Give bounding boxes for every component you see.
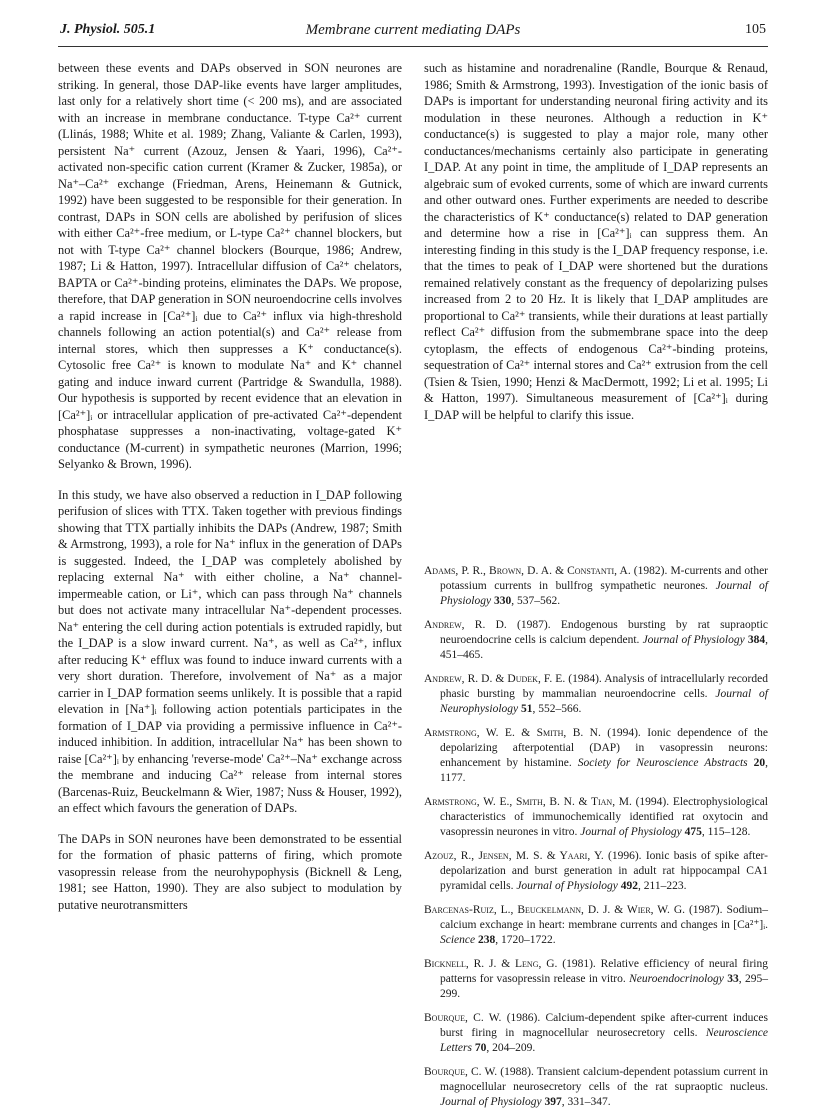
reference-journal: Journal of Physiology [642,634,745,646]
reference-pages: , 552–566. [532,703,582,715]
reference-authors: Armstrong, W. E., Smith, B. N. & Tian, M. (1994). [424,796,670,808]
reference-authors: Bourque, C. W. (1986). [424,1012,541,1024]
reference-title: Transient calcium-dependent potassium current in magnocellular neurosecretory cells of the rat supraoptic nucleus. [440,1066,768,1093]
reference-title: Ionic basis of spike after-depolarization and burst generation in adult rat hippocampal CA1 pyramidal cells. [440,850,768,892]
paragraph: In this study, we have also observed a reduction in I_DAP following perifusion of slices with TTX. Taken together with previous findings showing that TTX partially inhibits the DAPs (Andrew, 1987; Smith & Armstrong, 1993), a role for Na⁺ influx in the generation of DAPs is suggested. Indeed, the I_DAP was completely abolished by replacing external Na⁺ with either choline, a Na⁺ channel-impermeable cation, or Li⁺, which can pass through Na⁺ channels but does not activate many intracellular Na⁺-dependent processes. Na⁺ entering the cell during action potentials is extruded rapidly, but the I_DAP is a slow inward current. Na⁺, as well as Ca²⁺, influx after reducing K⁺ efflux was found to induce inward currents with a very short duration. Therefore, involvement of Na⁺ as a major carrier in I_DAP formation seems unlikely. It is possible that a rapid elevation in [Na⁺]ᵢ following action potentials participates in the formation of I_DAP via providing a permissive influence in Ca²⁺-induced inhibition. In addition, intracellular Na⁺ has been shown to raise [Ca²⁺]ᵢ by enhancing 'reverse-mode' Ca²⁺–Na⁺ exchange across the membrane and inducing Ca²⁺ release from internal stores (Barcenas-Ruiz, Beuckelmann & Wier, 1987; Nuss & Houser, 1992), an effect which favours the generation of DAPs. [58,487,402,815]
reference-item [424,849,768,894]
paragraph: between these events and DAPs observed in SON neurones are striking. In general, those DAP-like events have larger amplitudes, last only for a relatively short time (< 200 ms), and are associated with an increase in membrane conductance. T-type Ca²⁺ current (Llinás, 1988; White et al. 1989; Zhang, Valiante & Carlen, 1993), persistent Na⁺ current (Azouz, Jensen & Yaari, 1996), Ca²⁺-activated non-specific cation current (Kramer & Zucker, 1985a), or Na⁺–Ca²⁺ exchange (Friedman, Arens, Heinemann & Gutnick, 1992) have been suggested to be responsible for their generation. In contrast, DAPs in SON cells are abolished by perifusion of slices with either Ca²⁺-free medium, or L-type Ca²⁺ channel blockers, but not with T-type Ca²⁺ channel blockers (Bourque, 1986; Andrew, 1987; Li & Hatton, 1997). Intracellular diffusion of Ca²⁺ chelators, BAPTA or Ca²⁺-binding proteins, eliminates the DAPs. We propose, therefore, that DAP generation in SON neuroendocrine cells involves a rapid increase in [Ca²⁺]ᵢ due to Ca²⁺ influx via high-threshold channels following an action potential(s) and Ca²⁺ release from internal stores, which then suppresses a K⁺ conductance(s). Cytosolic free Ca²⁺ is known to modulate Na⁺ and K⁺ channel gating and induce inward current (Partridge & Swandulla, 1988). Our hypothesis is supported by recent evidence that an elevation in [Ca²⁺]ᵢ or intracellular application of pre-activated Ca²⁺-dependent phosphatase suppresses a non-inactivating, voltage-gated K⁺ conductance (M-current) in sympathetic neurones (Marrion, 1996; Selyanko & Brown, 1996). [58,61,402,471]
left-column [58,60,402,913]
reference-item [424,795,768,840]
reference-title: Relative efficiency of neural firing patterns for vasopressin release in vitro. [440,958,768,985]
reference-item [424,726,768,786]
reference-pages: , 1177. [440,757,768,784]
reference-title: Electrophysiological characteristics of immunochemically identified rat oxytocin and vasopressin neurones in vitro. [440,796,768,838]
reference-pages: , 204–209. [486,1042,536,1054]
reference-volume: 475 [684,826,702,838]
paragraph: The DAPs in SON neurones have been demonstrated to be essential for the formation of phasic patterns of firing, which promote vasopressin release from the neurohypophysis (Bicknell & Leng, 1981; see Hatton, 1990). They are also subject to modulation by putative neurotransmitters [58,831,402,912]
reference-volume: 384 [747,634,766,646]
reference-journal: Journal of Physiology [516,880,618,892]
reference-volume: 51 [521,703,533,715]
reference-journal: Journal of Neurophysiology [440,688,768,715]
running-header [58,22,768,47]
reference-pages: , 115–128. [701,826,751,838]
reference-journal: Science [440,934,476,946]
reference-title: M-currents and other potassium currents in bullfrog sympathetic neurones. [440,565,768,592]
paragraph: such as histamine and noradrenaline (Randle, Bourque & Renaud, 1986; Smith & Armstrong, 1993). Investigation of the ionic basis of DAPs is important for understanding neuronal firing activity and its modulation in these neurones. Although a reduction in K⁺ conductance(s) is suggested to play a major role, many other conductances/mechanisms certainly also participate in generating I_DAP. At any point in time, the amplitude of I_DAP represents an algebraic sum of evoked currents, some of which are inward currents and other outward ones. Further experiments are needed to describe the characteristics of K⁺ conductance(s) related to DAP generation and determine how a rise in [Ca²⁺]ᵢ can suppress them. An interesting finding in this study is the I_DAP frequency response, i.e. that the times to peak of I_DAP were shortened but the durations remained relatively constant as the frequency of depolarizing pulses increased from 2 to 20 Hz. It is likely that I_DAP amplitudes are proportional to Ca²⁺ transients, while their durations at least partially reflect Ca²⁺ diffusion from the submembrane space into the deep cytoplasm, the effects of endogenous Ca²⁺-binding proteins, sequestration of Ca²⁺ internal stores and Ca²⁺ extrusion from the cell (Tsien & Tsien, 1990; Henzi & MacDermott, 1992; Li et al. 1995; Li & Hatton, 1997). Simultaneous measurement of [Ca²⁺]ᵢ during I_DAP will be helpful to clarify this issue. [424,61,768,422]
page-number: 105 [745,22,766,37]
reference-journal: Journal of Physiology [580,826,682,838]
reference-item [424,903,768,948]
reference-volume: 492 [620,880,639,892]
reference-authors: Barcenas-Ruiz, L., Beuckelmann, D. J. & Wier, W. G. (1987). [424,904,723,916]
reference-journal: Neuroendocrinology [629,973,724,985]
reference-title: Ionic dependence of the depolarizing afterpotential (DAP) in vasopressin neurons: enhancement by histamine. [440,727,769,769]
reference-pages: , 537–562. [511,595,561,607]
reference-volume: 238 [478,934,496,946]
reference-pages: , 451–465. [440,634,768,661]
reference-title: Endogenous bursting by rat supraoptic neuroendocrine cells is calcium dependent. [440,619,768,646]
reference-volume: 70 [474,1042,487,1054]
reference-journal: Society for Neuroscience Abstracts [577,757,748,769]
running-title: Membrane current mediating DAPs [305,22,521,38]
reference-journal: Neuroscience Letters [440,1027,769,1054]
right-column [424,60,768,423]
reference-pages: , 295–299. [440,973,769,1000]
reference-authors: Armstrong, W. E. & Smith, B. N. (1994). [424,727,641,739]
reference-title: Analysis of intracellularly recorded phasic bursting by mammalian neuroendocrine cells. [440,673,768,700]
journal-citation: J. Physiol. 505.1 [60,22,156,37]
reference-authors: Bicknell, R. J. & Leng, G. (1981). [424,958,596,970]
reference-item [424,1011,768,1056]
reference-authors: Azouz, R., Jensen, M. S. & Yaari, Y. (1996). [424,850,642,862]
reference-authors: Andrew, R. D. & Dudek, F. E. (1984). [424,673,602,685]
reference-volume: 330 [493,595,512,607]
reference-authors: Andrew, R. D. (1987). [424,619,551,631]
reference-item [424,957,768,1002]
reference-authors: Adams, P. R., Brown, D. A. & Constanti, A. (1982). [424,565,668,577]
reference-item [424,672,768,717]
reference-pages: , 211–223. [638,880,687,892]
reference-volume: 397 [544,1096,562,1108]
reference-item [424,618,768,663]
reference-title: Calcium-dependent spike after-current induces burst firing in magnocellular neurosecretory cells. [440,1012,768,1039]
reference-title: Sodium–calcium exchange in heart: membrane currents and changes in [Ca²⁺]ᵢ. [440,904,769,931]
reference-volume: 33 [727,973,739,985]
reference-pages: , 1720–1722. [495,934,556,946]
reference-journal: Journal of Physiology [440,580,768,607]
reference-journal: Journal of Physiology [440,1096,542,1108]
reference-volume: 20 [753,757,766,769]
reference-list [424,564,768,1119]
reference-authors: Bourque, C. W. (1988). [424,1066,534,1078]
reference-item [424,564,768,609]
reference-pages: , 331–347. [561,1096,611,1108]
